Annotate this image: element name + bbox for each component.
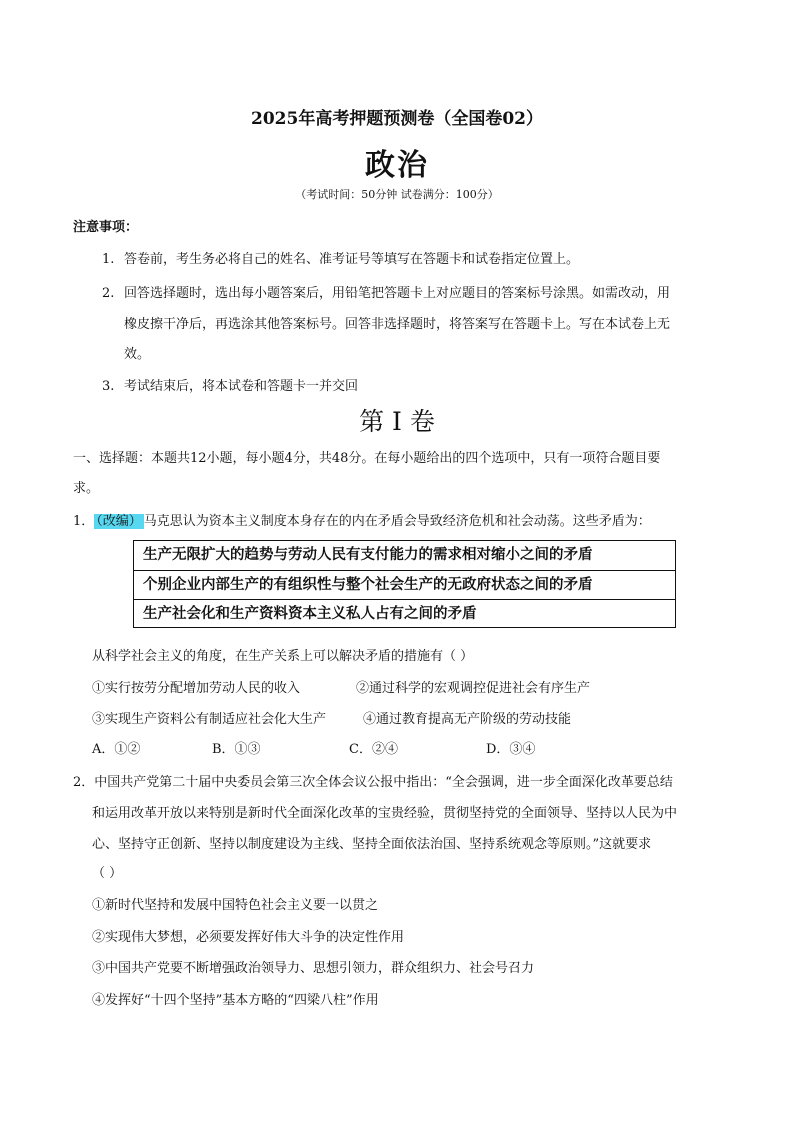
statement: ①新时代坚持和发展中国特色社会主义要一以贯之 [92,898,379,913]
note-text: 效。 [124,347,151,362]
question-number: 2． [73,775,95,790]
answer-option-a: A．①② [92,742,141,757]
note-item [102,375,358,394]
answer-option-d: D．③④ [486,742,536,757]
exam-title: 2025年高考押题预测卷（全国卷02） [251,109,543,129]
statement: ③中国共产党要不断增强政治领导力、思想引领力，群众组织力、社会号召力 [92,961,535,976]
question-2-stem [73,771,673,790]
statement: ④发挥好“十四个坚持”基本方略的“四梁八柱”作用 [92,993,379,1008]
question-1-prompt: 从科学社会主义的角度，在生产关系上可以解决矛盾的措施有（ ） [92,649,474,664]
question-text: 和运用改革开放以来特别是新时代全面深化改革的宝贵经验，贯彻坚持党的全面领导、坚持以人民为中 [92,806,678,821]
section-title: 第 I 卷 [359,407,435,436]
table-row: 个别企业内部生产的有组织性与整个社会生产的无政府状态之间的矛盾 [134,571,675,601]
statement: ②通过科学的宏观调控促进社会有序生产 [356,681,591,696]
question-text: 马克思认为资本主义制度本身存在的内在矛盾会导致经济危机和社会动荡。这些矛盾为： [143,514,651,529]
question-1-stem [73,510,651,529]
subject-title: 政治 [365,148,429,183]
note-text: 回答选择题时，选出每小题答案后，用铅笔把答题卡上对应题目的答案标号涂黑。如需改动，用 [124,286,671,301]
section-instruction: 一、选择题：本题共12小题，每小题4分，共48分。在每小题给出的四个选项中，只有一项符合题目要 [73,451,661,466]
note-number: 1. [102,252,115,267]
statement: ③实现生产资料公有制适应社会化大生产 [92,712,327,727]
question-text: 中国共产党第二十届中央委员会第三次全体会议公报中指出：“全会强调，进一步全面深化改革要总结 [94,775,673,790]
answer-option-c: C．②④ [349,742,398,757]
notes-heading: 注意事项： [73,220,139,235]
section-instruction: 求。 [73,481,100,496]
statement: ②实现伟大梦想，必须要发挥好伟大斗争的决定性作用 [92,930,405,945]
exam-info: （考试时间：50分钟 试卷满分：100分） [295,188,499,201]
answer-option-b: B．①③ [212,742,261,757]
note-number: 3. [102,379,115,394]
contradictions-table [133,540,676,628]
table-row: 生产无限扩大的趋势与劳动人民有支付能力的需求相对缩小之间的矛盾 [134,541,675,571]
statement: ④通过教育提高无产阶级的劳动技能 [363,712,572,727]
question-number: 1． [73,514,95,529]
note-text: 考试结束后，将本试卷和答题卡一并交回 [124,379,359,394]
statement: ①实行按劳分配增加劳动人民的收入 [92,681,301,696]
note-item [102,282,670,301]
question-text: （ ） [92,866,123,881]
note-number: 2. [102,286,115,301]
note-item [102,248,579,267]
note-text: 答卷前，考生务必将自己的姓名、准考证号等填写在答题卡和试卷指定位置上。 [124,252,580,267]
question-text: 心、坚持守正创新、坚持以制度建设为主线、坚持全面依法治国、坚持系统观念等原则。”这就要求 [92,837,652,852]
adapted-tag: （改编） [96,514,142,529]
table-row: 生产社会化和生产资料资本主义私人占有之间的矛盾 [143,606,477,623]
note-text: 橡皮擦干净后，再选涂其他答案标号。回答非选择题时，将答案写在答题卡上。写在本试卷上无 [124,317,671,332]
